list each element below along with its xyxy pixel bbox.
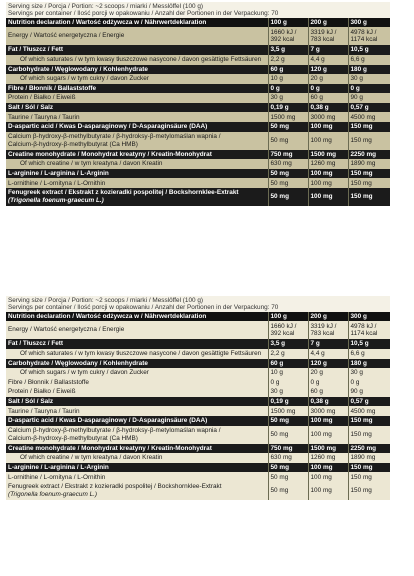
nutrient-amount [348,27,390,45]
nutrient-amount [268,27,308,45]
nutrient-amount: 100 mg [308,132,348,150]
nutrient-name-line: Fibre / Błonnik / Ballaststoffe [8,378,89,386]
amount-text: 4978 kJ / 1174 kcal [350,322,378,338]
nutrient-name [6,453,268,463]
nutrient-amount: 0 g [308,378,348,388]
nutrient-amount: 7 g [308,45,348,55]
nutrient-name [6,387,268,397]
nutrient-name-line: Protein / Białko / Eiweiß [8,94,76,102]
nutrient-name [6,378,268,388]
nutrient-amount: 50 mg [268,122,308,132]
nutrient-name-line: Salt / Sól / Salz [8,397,54,405]
nutrient-name-line: Fat / Tłuszcz / Fett [8,340,64,348]
nutrient-amount: 10,5 g [348,339,390,349]
table-row [6,122,390,132]
table-row [6,84,390,94]
amount-text: 3319 kJ / 783 kcal [310,322,337,338]
nutrient-amount: 3,5 g [268,45,308,55]
nutrient-amount: 150 mg [348,463,390,473]
nutrient-amount: 150 mg [348,169,390,179]
nutrient-name-line: Taurine / Tauryna / Taurin [8,407,80,415]
nutrition-table [6,18,390,206]
nutrient-amount: 50 mg [268,426,308,444]
nutrient-name [6,132,268,150]
nutrient-name [6,65,268,75]
nutrient-amount: 100 mg [308,482,348,500]
table-row [6,397,390,407]
header-label: Nutrition declaration / Wartość odżywcza w / Nährwertdeklaration [6,18,268,28]
nutrient-name-line: Fat / Tłuszcz / Fett [8,46,64,54]
table-row [6,93,390,103]
nutrient-amount: 0 g [268,84,308,94]
nutrient-amount: 30 g [268,387,308,397]
nutrient-amount: 7 g [308,339,348,349]
table-row [6,132,390,150]
table-row [6,349,390,359]
nutrient-amount: 750 mg [268,444,308,454]
nutrient-amount: 150 mg [348,132,390,150]
nutrient-name-line: Of which saturates / w tym kwasy tłuszczowe nasycone / davon gesättigte Fettsäuren [20,56,262,64]
table-row [6,482,390,500]
nutrient-name [6,321,268,339]
nutrient-amount: 1890 mg [348,453,390,463]
nutrient-name [6,416,268,426]
table-header-row [6,312,390,322]
nutrient-amount: 60 g [308,387,348,397]
nutrient-amount: 3,5 g [268,339,308,349]
nutrient-amount [308,27,348,45]
nutrient-amount: 150 mg [348,482,390,500]
nutrient-name [6,188,268,206]
nutrient-amount: 4,4 g [308,55,348,65]
nutrient-name [6,93,268,103]
nutrient-amount: 150 mg [348,416,390,426]
serving-size: Serving size / Porcja / Portion: ~2 scoops / miarki / Messlöffel (100 g) [8,3,204,10]
nutrient-amount: 150 mg [348,472,390,482]
nutrient-name [6,103,268,113]
nutrient-name-line: Fenugreek extract / Ekstrakt z kozieradki pospolitej / Bockshornklee-Extrakt [8,189,239,197]
nutrient-amount [348,321,390,339]
table-row [6,27,390,45]
serving-info [6,2,390,18]
nutrient-amount: 50 mg [268,132,308,150]
nutrient-name-line: Energy / Wartość energetyczna / Energie [8,326,125,334]
header-amount: 200 g [308,18,348,28]
nutrient-name-line: Of which sugars / w tym cukry / davon Zucker [20,369,149,377]
nutrient-amount: 1500 mg [268,112,308,122]
nutrient-name [6,359,268,369]
table-row [6,453,390,463]
nutrient-amount: 30 g [348,74,390,84]
amount-text: 1660 kJ / 392 kcal [270,322,297,338]
amount-text: 3319 kJ / 783 kcal [310,28,337,44]
nutrient-name [6,45,268,55]
table-row [6,103,390,113]
table-row [6,368,390,378]
nutrient-amount: 100 mg [308,178,348,188]
nutrient-name-line: Calcium-β-hydroxy-β-methylbutyrat (Ca HMB) [8,434,138,442]
nutrient-name-line: Carbohydrate / Węglowodany / Kohlenhydrate [8,65,148,73]
nutrient-name-line: Of which creatine / w tym kreatyna / davon Kreatin [20,160,163,168]
table-row [6,188,390,206]
table-row [6,74,390,84]
table-row [6,55,390,65]
table-row [6,45,390,55]
nutrient-amount: 50 mg [268,169,308,179]
nutrition-table [6,312,390,500]
nutrient-amount: 50 mg [268,188,308,206]
nutrient-name [6,27,268,45]
nutrient-name-line: D-aspartic acid / Kwas D-asparaginowy / D-Asparaginsäure (DAA) [8,417,208,425]
table-row [6,406,390,416]
nutrient-amount: 180 g [348,65,390,75]
nutrient-amount: 0 g [348,378,390,388]
nutrient-amount: 2,2 g [268,55,308,65]
nutrient-amount: 60 g [268,65,308,75]
nutrition-table-bottom [6,296,390,500]
nutrient-name-line: Carbohydrate / Węglowodany / Kohlenhydrate [8,359,148,367]
serving-info [6,296,390,312]
servings-per-container: Servings per container / Ilość porcji w opakowaniu / Anzahl der Portionen in der Verpackung: 70 [8,10,279,18]
header-amount: 200 g [308,312,348,322]
nutrient-name-line: Salt / Sól / Salz [8,103,54,111]
nutrient-amount: 150 mg [348,122,390,132]
amount-text: 1660 kJ / 392 kcal [270,28,297,44]
table-row [6,150,390,160]
nutrient-name [6,368,268,378]
nutrient-amount: 150 mg [348,178,390,188]
nutrient-amount: 3000 mg [308,112,348,122]
nutrient-name-line: L-arginine / L-arginina / L-Arginin [8,169,109,177]
nutrient-amount: 1890 mg [348,159,390,169]
table-row [6,387,390,397]
header-amount: 300 g [348,312,390,322]
nutrient-name [6,55,268,65]
table-row [6,359,390,369]
nutrient-amount: 3000 mg [308,406,348,416]
nutrient-name [6,74,268,84]
nutrient-amount: 90 g [348,387,390,397]
nutrient-amount: 100 mg [308,122,348,132]
nutrient-amount: 10 g [268,74,308,84]
nutrient-amount: 100 mg [308,169,348,179]
nutrient-amount: 20 g [308,368,348,378]
nutrient-amount: 0 g [268,378,308,388]
nutrient-name [6,169,268,179]
header-amount: 100 g [268,18,308,28]
nutrient-name [6,122,268,132]
table-row [6,444,390,454]
nutrient-amount: 2250 mg [348,150,390,160]
nutrient-name-line: D-aspartic acid / Kwas D-asparaginowy / D-Asparaginsäure (DAA) [8,123,208,131]
table-row [6,472,390,482]
nutrition-table-top [6,2,390,206]
nutrient-amount: 100 mg [308,472,348,482]
nutrient-amount: 1500 mg [308,150,348,160]
nutrient-amount: 4500 mg [348,406,390,416]
nutrient-amount: 100 mg [308,188,348,206]
nutrient-amount: 0,38 g [308,397,348,407]
nutrient-name [6,406,268,416]
table-header-row [6,18,390,28]
nutrient-amount: 100 mg [308,426,348,444]
nutrient-amount: 150 mg [348,188,390,206]
nutrient-amount: 1500 mg [308,444,348,454]
nutrient-amount [308,321,348,339]
nutrient-amount: 6,6 g [348,55,390,65]
nutrient-name [6,349,268,359]
nutrient-name-line: L-ornithine / L-ornityna / L-Ornithin [8,473,106,481]
nutrient-amount: 50 mg [268,178,308,188]
nutrient-amount: 30 g [348,368,390,378]
nutrient-amount: 90 g [348,93,390,103]
nutrient-amount: 6,6 g [348,349,390,359]
nutrient-name [6,444,268,454]
nutrient-amount: 0,57 g [348,397,390,407]
nutrient-name-line: L-ornithine / L-ornityna / L-Ornithin [8,179,106,187]
nutrient-amount: 2,2 g [268,349,308,359]
nutrient-amount: 30 g [268,93,308,103]
nutrient-name-line: Calcium-β-hydroxy-β-methylbutyrat (Ca HMB) [8,140,138,148]
nutrient-amount: 1500 mg [268,406,308,416]
nutrient-amount: 4500 mg [348,112,390,122]
nutrient-amount: 630 mg [268,453,308,463]
nutrient-name-line: Creatine monohydrate / Monohydrat kreatyny / Kreatin-Monohydrat [8,150,212,158]
nutrient-name-line: (Trigonella foenum-graecum L.) [8,491,98,499]
table-row [6,112,390,122]
nutrient-amount: 0 g [308,84,348,94]
table-row [6,378,390,388]
table-row [6,426,390,444]
nutrient-name [6,150,268,160]
header-label: Nutrition declaration / Wartość odżywcza w / Nährwertdeklaration [6,312,268,322]
nutrient-amount: 0,38 g [308,103,348,113]
nutrient-amount: 750 mg [268,150,308,160]
nutrient-amount: 2250 mg [348,444,390,454]
nutrient-name [6,397,268,407]
nutrient-amount: 4,4 g [308,349,348,359]
nutrient-amount: 1260 mg [308,453,348,463]
nutrient-name-line: Calcium β-hydroxy-β-methylbutyrate / β-hydroksy-β-metylomaślan wapnia / [8,132,221,140]
amount-text: 4978 kJ / 1174 kcal [350,28,378,44]
nutrient-name-line: Taurine / Tauryna / Taurin [8,113,80,121]
nutrient-amount: 0,19 g [268,397,308,407]
table-row [6,169,390,179]
serving-size: Serving size / Porcja / Portion: ~2 scoops / miarki / Messlöffel (100 g) [8,297,204,304]
header-amount: 300 g [348,18,390,28]
nutrient-name [6,178,268,188]
table-row [6,159,390,169]
nutrient-amount: 0 g [348,84,390,94]
table-row [6,321,390,339]
nutrient-amount: 120 g [308,65,348,75]
nutrient-amount: 120 g [308,359,348,369]
nutrient-name-line: Of which sugars / w tym cukry / davon Zucker [20,75,149,83]
nutrient-amount: 50 mg [268,463,308,473]
nutrient-amount: 150 mg [348,426,390,444]
nutrient-amount: 180 g [348,359,390,369]
nutrient-name-line: Creatine monohydrate / Monohydrat kreatyny / Kreatin-Monohydrat [8,444,212,452]
nutrient-name [6,426,268,444]
nutrient-amount: 0,19 g [268,103,308,113]
nutrient-name-line: Fibre / Błonnik / Ballaststoffe [8,84,97,92]
nutrient-amount: 0,57 g [348,103,390,113]
table-row [6,178,390,188]
nutrient-amount: 10 g [268,368,308,378]
nutrient-name-line: Calcium β-hydroxy-β-methylbutyrate / β-hydroksy-β-metylomaślan wapnia / [8,426,221,434]
nutrient-name [6,84,268,94]
nutrient-name-line: Of which creatine / w tym kreatyna / davon Kreatin [20,454,163,462]
nutrient-name [6,112,268,122]
nutrient-amount: 50 mg [268,482,308,500]
nutrient-name [6,463,268,473]
nutrient-amount: 20 g [308,74,348,84]
header-amount: 100 g [268,312,308,322]
nutrient-name-line: Of which saturates / w tym kwasy tłuszczowe nasycone / davon gesättigte Fettsäuren [20,350,262,358]
nutrient-amount: 50 mg [268,472,308,482]
nutrient-name-line: (Trigonella foenum-graecum L.) [8,197,104,205]
nutrient-name [6,472,268,482]
nutrient-name [6,339,268,349]
table-row [6,463,390,473]
nutrient-amount: 630 mg [268,159,308,169]
nutrient-amount: 100 mg [308,463,348,473]
table-row [6,339,390,349]
nutrient-name-line: Protein / Białko / Eiweiß [8,388,76,396]
nutrient-amount: 50 mg [268,416,308,426]
nutrient-name-line: L-arginine / L-arginina / L-Arginin [8,463,109,471]
nutrient-amount: 60 g [268,359,308,369]
nutrient-name-line: Fenugreek extract / Ekstrakt z kozieradki pospolitej / Bockshornklee-Extrakt [8,483,222,491]
nutrient-amount: 10,5 g [348,45,390,55]
nutrient-amount: 100 mg [308,416,348,426]
table-row [6,65,390,75]
servings-per-container: Servings per container / Ilość porcji w opakowaniu / Anzahl der Portionen in der Verpackung: 70 [8,304,279,312]
nutrient-amount: 1260 mg [308,159,348,169]
table-row [6,416,390,426]
nutrient-amount: 60 g [308,93,348,103]
nutrient-amount [268,321,308,339]
nutrient-name-line: Energy / Wartość energetyczna / Energie [8,32,125,40]
nutrient-name [6,482,268,500]
nutrient-name [6,159,268,169]
